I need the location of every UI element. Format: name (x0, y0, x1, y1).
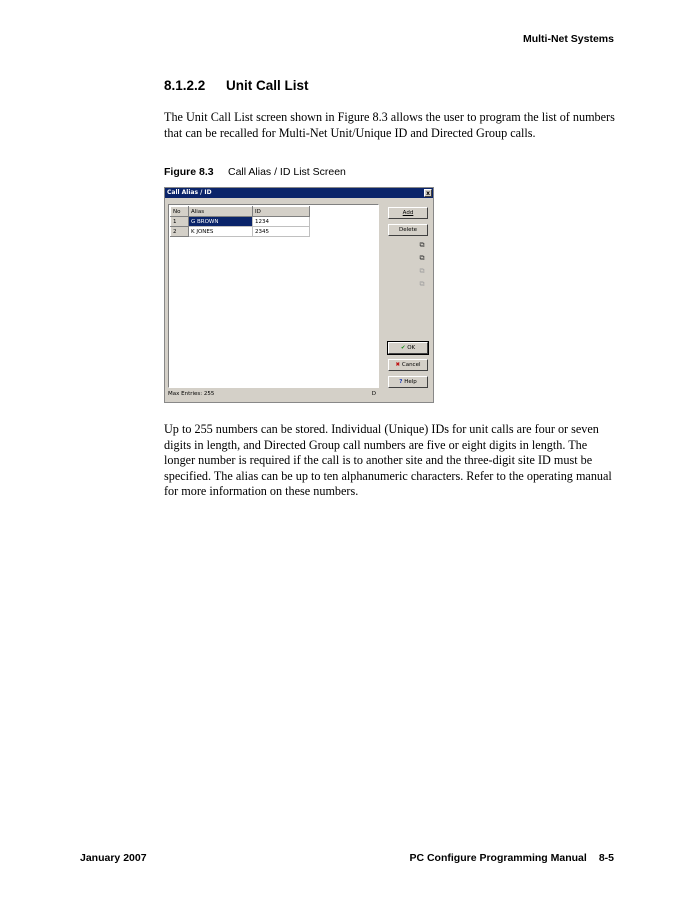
footer-date: January 2007 (80, 852, 147, 864)
column-header-alias[interactable]: Alias (189, 207, 253, 217)
table-row[interactable] (171, 227, 310, 237)
status-mode: D (371, 391, 376, 397)
running-header: Multi-Net Systems (522, 33, 614, 45)
table-row[interactable] (171, 217, 310, 227)
body-paragraph: Up to 255 numbers can be stored. Individual (Unique) IDs for unit calls are four or seven digits in length, and Directed Group call numbers are five or eight digits in length. The longer number is required if the call is to another site and the three-digit site ID must be specified. The alias can be up to ten alphanumeric characters. Refer to the operating manual for more information on these numbers. (164, 422, 612, 499)
max-entries-text: Max Entries: 255 (168, 391, 215, 397)
dialog-titlebar (165, 188, 433, 198)
copy-icon[interactable]: ⧉ (419, 241, 425, 249)
section-number: 8.1.2.2 (164, 78, 206, 93)
figure-number: Figure 8.3 (164, 166, 214, 178)
ok-label: OK (407, 345, 416, 351)
ok-button[interactable] (388, 342, 428, 354)
figure-title: Call Alias / ID List Screen (228, 166, 346, 178)
alias-cell[interactable]: G BROWN (189, 217, 253, 227)
close-button[interactable]: x (424, 189, 432, 197)
checkmark-icon: ✔ (400, 345, 406, 351)
cancel-label: Cancel (401, 362, 421, 368)
paste-icon[interactable]: ⧉ (419, 254, 425, 262)
move-down-icon[interactable]: ⧉ (419, 280, 425, 288)
alias-grid (170, 206, 310, 237)
help-label: Help (404, 379, 417, 385)
id-cell[interactable]: 1234 (253, 217, 310, 227)
intro-paragraph: The Unit Call List screen shown in Figure 8.3 allows the user to program the list of numbers that can be recalled for Multi-Net Unit/Unique ID and Directed Group calls. (164, 110, 615, 140)
help-button[interactable] (388, 376, 428, 388)
add-label: Add (402, 210, 414, 216)
section-title: Unit Call List (226, 78, 309, 93)
delete-button[interactable] (388, 224, 428, 236)
page-number: 8-5 (598, 852, 614, 864)
row-number: 1 (171, 217, 189, 227)
cancel-x-icon: ✖ (395, 362, 401, 368)
id-cell[interactable]: 2345 (253, 227, 310, 237)
dialog-title: Call Alias / ID (167, 189, 212, 196)
column-header-id[interactable]: ID (253, 207, 310, 217)
alias-list[interactable] (168, 204, 379, 388)
manual-title: PC Configure Programming Manual (409, 852, 587, 864)
row-number: 2 (171, 227, 189, 237)
move-up-icon[interactable]: ⧉ (419, 267, 425, 275)
section-heading (164, 78, 309, 93)
column-header-no[interactable]: No (171, 207, 189, 217)
call-alias-dialog (164, 187, 434, 403)
grid-header-row (171, 207, 310, 217)
delete-label: Delete (398, 227, 418, 233)
question-mark-icon: ? (399, 379, 403, 385)
alias-cell[interactable]: K JONES (189, 227, 253, 237)
figure-caption (164, 166, 346, 178)
footer-manual (409, 852, 614, 864)
status-bar (168, 390, 378, 399)
add-button[interactable] (388, 207, 428, 219)
cancel-button[interactable] (388, 359, 428, 371)
